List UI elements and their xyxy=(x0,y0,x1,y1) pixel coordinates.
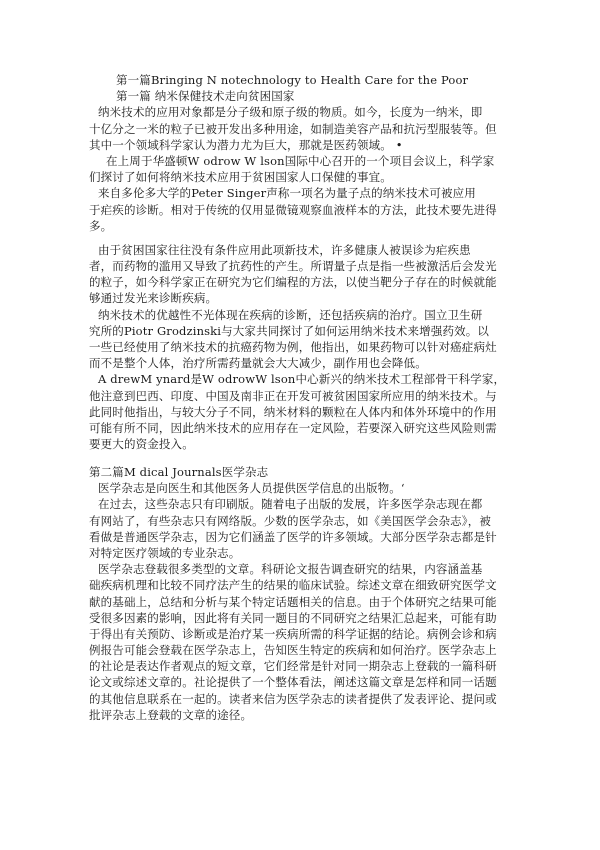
paragraph-line: 论文或综述文章的。社论提供了一个整体看法，阐述这篇文章是怎样和同一话题 xyxy=(89,675,497,690)
paragraph-line: 可能有所不同，因此纳米技术的应用存在一定风险，若要深入研究这些风险则需 xyxy=(89,420,497,435)
paragraph-line: 批评杂志上登载的文章的途径。 xyxy=(89,707,253,722)
article-two-title: 第二篇M dical Journals医学杂志 xyxy=(89,465,269,479)
paragraph-line: 的其他信息联系在一起的。读者来信为医学杂志的读者提供了发表评论、提问或 xyxy=(89,691,497,706)
paragraph-line: 们探讨了如何将纳米技术应用于贫困国家人口保健的事宜。 xyxy=(89,170,392,185)
paragraph-line: 而不是整个人体，治疗所需药量就会大大减少，副作用也会降低。 xyxy=(89,356,427,371)
paragraph-line: 要更大的资金投入。 xyxy=(89,437,194,452)
paragraph-line: 对特定医疗领域的专业杂志。 xyxy=(89,545,241,560)
paragraph-line: 看做是普通医学杂志，因为它们涵盖了医学的许多领域。大部分医学杂志都是针 xyxy=(89,529,497,544)
paragraph-line: 十亿分之一米的粒子已被开发出多种用途，如制造美容产品和抗污型服装等。但 xyxy=(89,121,497,136)
paragraph-line: 他注意到巴西、印度、中国及南非正在开发可被贫困国家所应用的纳米技术。与 xyxy=(89,388,497,403)
paragraph-line: 于得出有关预防、诊断或是治疗某一疾病所需的科学证据的结论。病例会诊和病 xyxy=(89,626,497,641)
paragraph-line: 例报告可能会登载在医学杂志上，告知医生特定的疾病和如何治疗。医学杂志上 xyxy=(89,643,497,658)
paragraph-line: 献的基础上，总结和分析与某个特定话题相关的信息。由于个体研究之结果可能 xyxy=(89,594,497,609)
article-one-chinese-title: 第一篇 纳米保健技术走向贫困国家 xyxy=(116,89,295,104)
article-one-english-title: 第一篇Bringing N notechnology to Health Care for the Poor xyxy=(116,73,469,87)
paragraph-line: 医学杂志登载很多类型的文章。科研论文报告调查研究的结果，内容涵盖基 xyxy=(98,562,483,577)
paragraph-line: 多。 xyxy=(89,218,113,233)
paragraph-line: 来自多伦多大学的Peter Singer声称一项名为量子点的纳米技术可被应用 xyxy=(98,186,476,201)
paragraph-line: 一些已经使用了纳米技术的抗癌药物为例，他指出，如果药物可以针对癌症病灶 xyxy=(89,340,497,354)
article-one xyxy=(89,72,537,452)
article-two xyxy=(89,464,537,723)
paragraph-line: 纳米技术的优越性不光体现在疾病的诊断，还包括疾病的治疗。国立卫生研 xyxy=(98,307,483,322)
paragraph-line: 由于贫困国家往往没有条件应用此项新技术，许多健康人被误诊为疟疾患 xyxy=(98,242,471,257)
paragraph-line: A drewM ynard是W odrowW lson中心新兴的纳米技术工程部骨干科学家， xyxy=(98,372,506,387)
paragraph-line: 纳米技术的应用对象都是分子级和原子级的物质。如今，长度为一纳米，即 xyxy=(98,105,483,120)
paragraph-line: 的粒子，如今科学家正在研究为它们编程的方法，以使当靶分子存在的时候就能 xyxy=(89,275,497,290)
paragraph-line: 的社论是表达作者观点的短文章，它们经常是针对同一期杂志上登载的一篇科研 xyxy=(89,659,497,674)
paragraph-line: 其中一个领域科学家认为潜力尤为巨大，那就是医药领域。 • xyxy=(89,137,403,152)
paragraph-line: 够通过发光来诊断疾病。 xyxy=(89,291,218,306)
paragraph-line: 受很多因素的影响，因此将有关同一题目的不同研究之结果汇总起来，可能有助 xyxy=(89,610,497,625)
paragraph-line: 有网站了，有些杂志只有网络版。少数的医学杂志，如《美国医学会杂志》，被 xyxy=(89,513,491,528)
paragraph-line: 础疾病机理和比较不同疗法产生的结果的临床试验。综述文章在细致研究医学文 xyxy=(89,578,497,593)
paragraph-line: 于疟疾的诊断。相对于传统的仅用显微镜观察血液样本的方法，此技术要先进得 xyxy=(89,202,497,217)
paragraph-line: 究所的Piotr Grodzinski与大家共同探讨了如何运用纳米技术来增强药效。以 xyxy=(89,323,490,338)
paragraph-line: 此同时他指出，与较大分子不同，纳米材料的颗粒在人体内和体外环境中的作用 xyxy=(89,404,497,419)
paragraph-line: 在过去，这些杂志只有印刷版。随着电子出版的发展，许多医学杂志现在都 xyxy=(98,497,483,512)
paragraph-line: 者，而药物的滥用又导致了抗药性的产生。所谓量子点是指一些被激活后会发光 xyxy=(89,259,497,274)
paragraph-line: 医学杂志是向医生和其他医务人员提供医学信息的出版物。‘ xyxy=(98,481,405,496)
paragraph-line: 在上周于华盛顿W odrow W lson国际中心召开的一个项目会议上，科学家 xyxy=(106,153,495,168)
